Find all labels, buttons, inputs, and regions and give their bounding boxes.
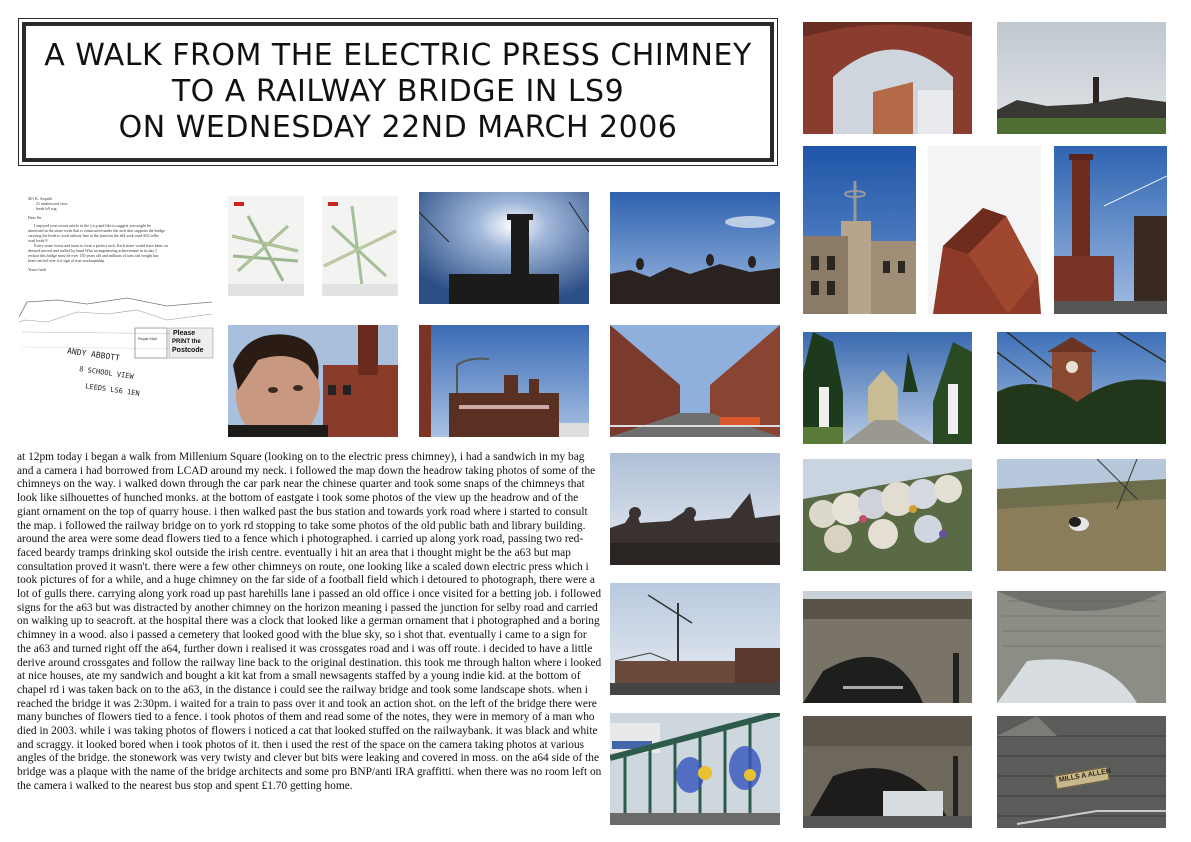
- letter-closing: Yours faith: [28, 267, 46, 272]
- postcode-label-line-1: Please: [173, 330, 196, 337]
- letter-scan: [28, 196, 218, 286]
- title-line-2: TO A RAILWAY BRIDGE IN LS9: [171, 74, 625, 109]
- postcode-label-line-2: PRINT the: [172, 339, 201, 345]
- walk-story-text: at 12pm today i began a walk from Millenium Square (looking on to the electric press chimney), i had a sandwich in my bag and a camera i had borrowed from LCAD around my neck. i followed the map down the headrow taking photos of some of the chimneys on the way. i walked down through the car park near the chinese quarter and took some snaps of the chimneys that look like silhouettes of hunched monks. at the bottom of eastgate i took some photos of the view up the headrow and of the giant ornament on the top of quarry house. i then walked past the bus station and towards york road where i started to consult the map. i followed the railway bridge on to york rd stopping to take some photos of the old public bath and library building. around the area were some dead flowers tied to a fence which i photographed. i carried up along york road, passing two red-faced beardy tramps drinking skol outside the irish centre. eventually i hit an area that i thought might be the a63 but map consultation proved it wasn't. there were a few other chimneys on route, one looking like a scaled down electric press which i took pictures of for a while, and a huge chimney on the far side of a football field which i detoured to photograph, there were a lot of gulls there. carrying along york road up past harehills lane i passed an old office i once visited for a betting job. i followed signs for the a63 but was distracted by another chimney on the horizon meaning i passed the junction for selby road and carried on walking up to seacroft. at the hospital there was a clock that looked like a german ornament that i photographed and a boring chimney in a wood. also i passed a cemetery that looked good with the blue sky, so i shot that. eventually i came to a sign for the a63 and turned right off the a64, further down i realised it was crossgates road and i was off route. i decided to have a little derive around crossgates and follow the railway line back to the original destination. this took me through halton where i looked at nice houses, ate my sandwich and bought a kit kat from a small newsagents staffed by a young indie kid. at the bottom of chapel rd i was taken back on to the a63, in the distance i could see the railway bridge and took some landscape shots. when i reached the bridge it was 2:30pm. i waited for a train to pass over it and took an action shot. on the left of the bridge there were many bunches of flowers tied to a fence. i took photos of them and read some of the notes, they were in memory of a man who died in 2003. while i was taking photos of flowers i noticed a cat that looked stuffed on the railwaybank. it was black and white and scraggy. it looked bored when i took photos of it. then i used the rest of the space on the camera taking photos at various angles of the bridge. the stonework was very twisty and clever but bits were leaking and covered in moss. on the a64 side of the bridge was a plaque with the name of the bridge architects and some pro BNP/anti IRA graffitti. when there was no room left on the camera i walked to the nearest bus stop and spent £1.70 getting home.: [17, 451, 602, 792]
- photo-map-2: [322, 196, 398, 296]
- letter-paragraph-1c: carrying the leeds to york railway line at the junction the a64 york road A63 selby: [28, 233, 159, 238]
- postmark-text: Royal Mail: [138, 336, 157, 341]
- photo-map-1: [228, 196, 304, 296]
- photo-self-portrait: [228, 325, 398, 437]
- title-line-1: A WALK FROM THE ELECTRIC PRESS CHIMNEY: [44, 38, 752, 73]
- address-line-3: LEEDS LS6 1EN: [84, 382, 141, 398]
- photo-tall-chimney-blue-sky: [1054, 146, 1167, 314]
- photo-bridge-plaque: [997, 716, 1166, 828]
- photo-brick-archway: [803, 22, 972, 134]
- photo-skyline-domes: [610, 453, 780, 565]
- letter-sender-address-2: leeds ls9 sog: [36, 206, 57, 211]
- photo-hospital-clock-tower: [997, 332, 1166, 444]
- photo-flowers-railway-fence: [803, 459, 972, 571]
- photo-bridge-with-road: [803, 716, 972, 828]
- bridge-plaque-text: MILLS A ALLEN: [1058, 767, 1112, 784]
- photo-rooftop-monks: [610, 192, 780, 304]
- letter-greeting: Dear Sir: [28, 215, 42, 220]
- letter-paragraph-2c: reckon this bridge must be over 150 years old and millions of tons rail freight has: [28, 253, 159, 258]
- photo-cat-railway-bank: [997, 459, 1166, 571]
- letter-paragraph-1d: road leeds 9: [28, 238, 48, 243]
- postcode-label-line-3: Postcode: [172, 347, 204, 354]
- letter-paragraph-1b: interested in the stone work that is constructed under the arch that supports the bridge: [28, 228, 165, 233]
- letter-paragraph-2d: been carried over it it sign of true workmanship: [28, 258, 105, 263]
- title-box: [22, 22, 774, 162]
- letter-paragraph-1a: I enjoyed your recent article in the y.e.p and like to suggest you might be: [34, 223, 151, 228]
- photo-railway-bridge-side: [803, 591, 972, 703]
- letter-sender-address-1: 21 underwood view: [36, 201, 68, 206]
- photo-cemetery: [803, 332, 972, 444]
- address-line-2: 8 SCHOOL VIEW: [78, 365, 135, 381]
- photo-construction-crane: [610, 583, 780, 695]
- photo-chimney-football-field: [997, 22, 1166, 134]
- photo-brick-chimney-top: [928, 146, 1041, 314]
- letter-paragraph-2b: dressed moved and walled by hand Who an engineering achievement in its day I: [28, 248, 157, 253]
- photo-bridge-arch-stonework: [997, 591, 1166, 703]
- address-line-1: ANDY ABBOTT: [66, 346, 121, 363]
- photo-chimney-silhouette-sun: [419, 192, 589, 304]
- letter-sender-name: M/r K. Asquith: [28, 196, 53, 201]
- photo-flowers-on-fence: [610, 713, 780, 825]
- title-line-3: ON WEDNESDAY 22ND MARCH 2006: [118, 110, 678, 145]
- address-card: [17, 292, 217, 430]
- letter-paragraph-2a: Every stone twists and turns to form a perfect arch. Each stone would have been cut: [34, 243, 169, 248]
- photo-public-baths-library: [419, 325, 589, 437]
- photo-headrow-street: [610, 325, 780, 437]
- photo-quarry-house-ornament: [803, 146, 916, 314]
